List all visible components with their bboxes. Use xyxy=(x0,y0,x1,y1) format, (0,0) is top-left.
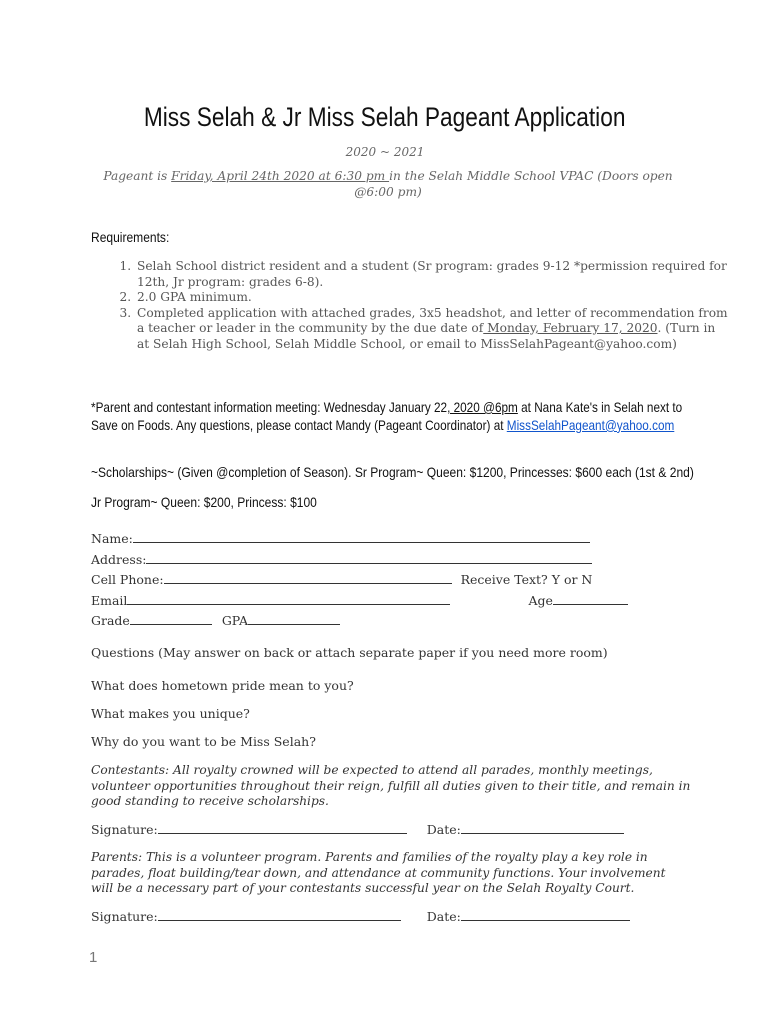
grade-gpa-row: Grade GPA xyxy=(91,612,340,628)
cell-phone-field[interactable] xyxy=(164,571,452,584)
scholarships-info: ~Scholarships~ (Given @completion of Season). Sr Program~ Queen: $1200, Princesses: $600 each (1st & 2nd) xyxy=(91,464,694,480)
parents-note: Parents: This is a volunteer program. Parents and families of the royalty play a key role in parades, float building/tear down, and attendance at community functions. Your involvement will be a necessary part of your contestants successful year on the Selah Royalty Court. xyxy=(91,850,666,895)
requirements-list xyxy=(90,259,731,352)
contestants-note: Contestants: All royalty crowned will be expected to attend all parades, monthly meetings, volunteer opportunities throughout their reign, fulfill all duties given to their title, and remain in good standing to receive scholarships. xyxy=(91,763,691,808)
question-item: What makes you unique? xyxy=(91,706,250,721)
email-age-row: Email Age xyxy=(91,592,628,608)
address-row: Address: xyxy=(91,551,592,567)
phone-row: Cell Phone: Receive Text? Y or N xyxy=(91,572,593,587)
requirement-item: 3. Completed application with attached grades, 3x5 headshot, and letter of recommendation from a teacher or leader in the community by the due date of Monday, February 17, 2020. (Turn in at Selah High School, Selah Middle School, or email to MissSelahPageant@yahoo.com) xyxy=(135,306,731,353)
page-number: 1 xyxy=(89,949,98,966)
questions-intro: Questions (May answer on back or attach separate paper if you need more room) xyxy=(91,645,608,660)
contestant-date-field[interactable] xyxy=(461,821,624,834)
age-field[interactable] xyxy=(553,592,628,605)
page-title: Miss Selah & Jr Miss Selah Pageant Application xyxy=(144,102,626,132)
question-item: What does hometown pride mean to you? xyxy=(91,678,354,693)
meeting-notice: *Parent and contestant information meeting: Wednesday January 22, 2020 @6pm at Nana Kate's in Selah next to Save on Foods. Any questions, please contact Mandy (Pageant Coordinator) at MissSelahPageant@yahoo.com xyxy=(91,399,683,433)
requirement-item: 2. 2.0 GPA minimum. xyxy=(135,290,731,306)
address-field[interactable] xyxy=(146,551,592,564)
requirement-item: 1. Selah School district resident and a student (Sr program: grades 9-12 *permission required for 12th, Jr program: grades 6-8). xyxy=(135,259,731,290)
receive-text-option[interactable]: Receive Text? Y or N xyxy=(460,572,593,587)
due-date: Monday, February 17, 2020 xyxy=(483,321,658,335)
jr-program-info: Jr Program~ Queen: $200, Princess: $100 xyxy=(91,494,317,510)
contestant-signature-field[interactable] xyxy=(158,821,407,834)
parent-signature-field[interactable] xyxy=(158,908,401,921)
name-row: Name: xyxy=(91,530,590,546)
pageant-date: Friday, April 24th 2020 at 6:30 pm xyxy=(171,169,390,183)
contestant-signature-row: Signature: Date: xyxy=(91,821,624,837)
question-item: Why do you want to be Miss Selah? xyxy=(91,734,316,749)
coordinator-email-link[interactable]: MissSelahPageant@yahoo.com xyxy=(506,417,675,433)
grade-field[interactable] xyxy=(130,612,212,625)
parent-date-field[interactable] xyxy=(461,908,630,921)
parent-signature-row: Signature: Date: xyxy=(91,908,630,924)
requirements-heading: Requirements: xyxy=(91,229,170,245)
season-year: 2020 ~ 2021 xyxy=(345,145,425,159)
email-field[interactable] xyxy=(127,592,450,605)
gpa-field[interactable] xyxy=(248,612,340,625)
name-field[interactable] xyxy=(133,530,590,543)
pageant-info: Pageant is Friday, April 24th 2020 at 6:30 pm in the Selah Middle School VPAC (Doors open @6:00 pm) xyxy=(103,169,673,199)
